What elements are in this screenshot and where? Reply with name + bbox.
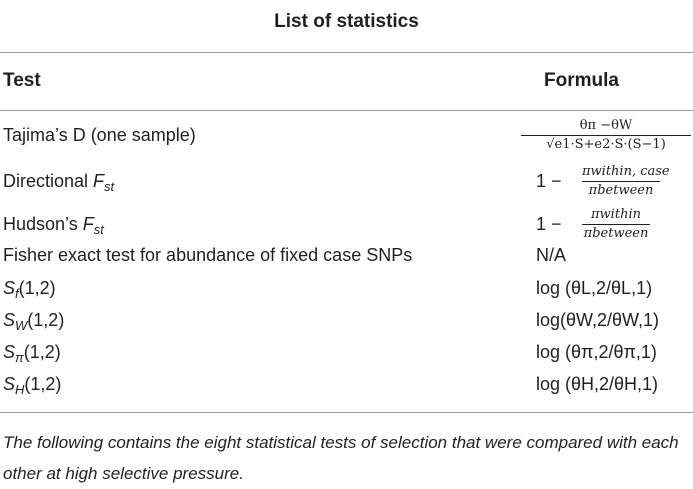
test-symbol: S	[3, 310, 16, 330]
row-test-label: Tajima’s D (one sample)	[3, 125, 196, 145]
table-title: List of statistics	[274, 11, 419, 32]
formula-numerator: θπ −θW	[579, 118, 633, 133]
table-footnote: The following contains the eight statistical tests of selection that were compared with each other at high selective pressure.	[3, 433, 679, 483]
row-test-label	[3, 305, 64, 341]
test-suffix: (1,2)	[27, 310, 65, 330]
test-prefix: Directional	[3, 171, 94, 191]
table-row	[0, 166, 693, 196]
test-subscript: W	[15, 318, 28, 333]
top-rule	[0, 52, 693, 53]
table-row	[0, 240, 693, 270]
formula-prefix: 1 −	[536, 214, 562, 234]
formula-denominator: πbetween	[583, 226, 649, 241]
bottom-rule	[0, 412, 693, 413]
test-subscript: π	[15, 350, 24, 365]
test-prefix: Hudson’s	[3, 214, 83, 234]
formula-denominator: πbetween	[588, 183, 654, 198]
test-suffix: (1,2)	[18, 278, 56, 298]
test-symbol: F	[93, 171, 105, 191]
formula-numerator: πwithin, case	[582, 164, 670, 179]
row-formula: log (θH,2/θH,1)	[536, 374, 659, 394]
row-test-label	[3, 337, 61, 373]
row-formula: log (θπ,2/θπ,1)	[536, 342, 657, 362]
test-symbol: S	[3, 342, 16, 362]
test-subscript: st	[93, 222, 104, 237]
directional-fst-formula	[582, 164, 670, 199]
formula-prefix: 1 −	[536, 171, 562, 191]
header-rule	[0, 110, 693, 111]
formula-denominator: √e1·S+e2·S·(S−1)	[546, 137, 666, 152]
test-symbol: F	[82, 214, 94, 234]
row-formula: N/A	[536, 245, 567, 265]
header-test: Test	[3, 70, 41, 91]
test-suffix: (1,2)	[24, 374, 62, 394]
hudson-fst-formula	[582, 207, 650, 242]
test-suffix: (1,2)	[23, 342, 61, 362]
table-row	[0, 369, 693, 399]
fraction-bar	[582, 224, 650, 225]
table-row	[0, 209, 693, 239]
test-symbol: S	[3, 374, 16, 394]
row-test-label	[3, 166, 114, 202]
header-formula: Formula	[544, 70, 619, 91]
test-subscript: H	[15, 382, 25, 397]
row-formula: log (θL,2/θL,1)	[536, 278, 653, 298]
test-subscript: st	[104, 179, 115, 194]
fraction-bar	[582, 181, 660, 182]
row-test-label	[3, 273, 56, 309]
test-symbol: S	[3, 278, 16, 298]
row-formula: log(θW,2/θW,1)	[536, 310, 660, 330]
formula-numerator: πwithin	[591, 207, 641, 222]
table-row	[0, 120, 693, 150]
tajima-formula	[521, 118, 691, 153]
test-subscript: f	[15, 286, 19, 301]
row-test-label	[3, 369, 61, 405]
table-row	[0, 273, 693, 303]
table-row	[0, 305, 693, 335]
fraction-bar	[521, 135, 691, 136]
row-test-label: Fisher exact test for abundance of fixed case SNPs	[3, 245, 413, 265]
table-row	[0, 337, 693, 367]
